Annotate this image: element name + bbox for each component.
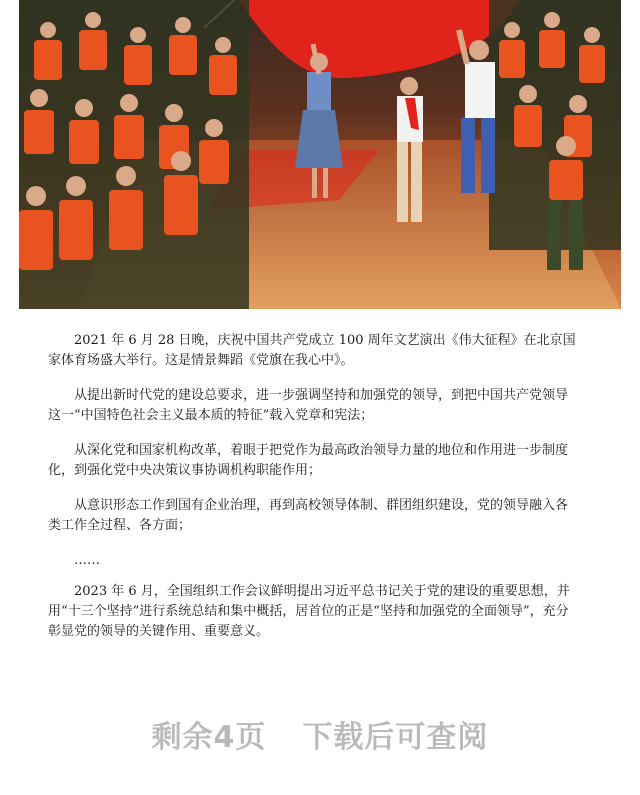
download-prompt[interactable] bbox=[0, 712, 640, 756]
paragraph-2023-conference: 2023 年 6 月，全国组织工作会议鲜明提出习近平总书记关于党的建设的重要思想，并用“十三个坚持”进行系统总结和集中概括，居首位的正是“坚持和加强党的全面领导”，充分彰显党的领导的关键作用、重要意义。 bbox=[48, 584, 570, 639]
paragraph-caption: 2021 年 6 月 28 日晚，庆祝中国共产党成立 100 周年文艺演出《伟大征程》在北京国家体育场盛大举行。这是情景舞蹈《党旗在我心中》。 bbox=[48, 333, 576, 368]
paragraph-institutional-reform: 从深化党和国家机构改革，着眼于把党作为最高政治领导力量的地位和作用进一步制度化，到强化党中央决策议事协调机构职能作用； bbox=[48, 443, 569, 478]
remaining-pages-label: 剩余4页 bbox=[151, 720, 267, 755]
download-to-view-label[interactable]: 下载后可查阅 bbox=[302, 720, 489, 755]
paragraph-ellipsis: …… bbox=[74, 553, 100, 568]
stage-performance-photo bbox=[19, 0, 621, 309]
paragraph-ideology: 从意识形态工作到国有企业治理，再到高校领导体制、群团组织建设，党的领导融入各类工作全过程、各方面； bbox=[48, 498, 569, 533]
paragraph-party-building: 从提出新时代党的建设总要求，进一步强调坚持和加强党的领导，到把中国共产党领导这一“中国特色社会主义最本质的特征”载入党章和宪法； bbox=[48, 388, 569, 423]
